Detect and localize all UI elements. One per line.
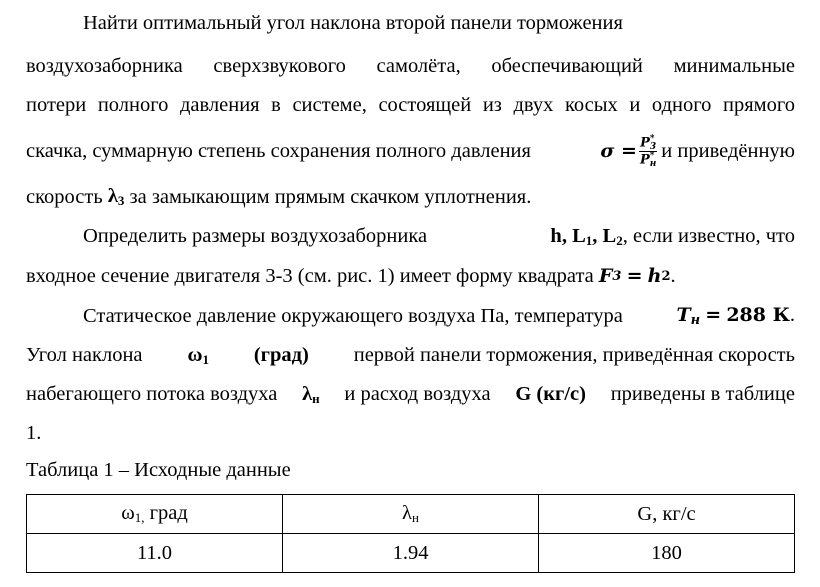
h-sup: 2 [661, 268, 671, 284]
eq: = [705, 304, 722, 326]
text-line [26, 125, 795, 177]
header-cell-omega: $\omega_{1,}$ град [27, 495, 283, 534]
text: Угол наклона [26, 344, 143, 366]
dims [550, 225, 795, 249]
text-line [26, 47, 795, 86]
eq: = [626, 265, 643, 287]
unit: (град) [253, 344, 309, 366]
lambda-sub: н [312, 390, 320, 406]
F-sub: 3 [612, 268, 622, 284]
sigma-formula [600, 135, 795, 168]
text-line [26, 217, 795, 256]
text: входное сечение двигателя 3-3 (см. рис. 1) имеет форму квадрата [26, 264, 594, 287]
table-caption: Таблица 1 – Исходные данные [26, 459, 291, 481]
text: за замыкающим прямым скачком уплотнения. [129, 185, 532, 208]
text: скорость [26, 185, 103, 208]
text: потери полного давления в системе, состоящей из двух косых и одного прямого [26, 94, 795, 116]
paragraph-dimensions [26, 217, 795, 296]
omega-symbol: ω [187, 343, 203, 366]
value-cell-g: 180 [539, 534, 795, 573]
frac-num: P [640, 135, 650, 150]
text: 1. [26, 422, 42, 444]
dims-h-l: h, L [550, 224, 586, 247]
text-line [26, 296, 795, 336]
frac-den: P [639, 152, 650, 167]
text: , если известно, что [622, 224, 795, 247]
text: набегающего потока воздуха [26, 383, 278, 405]
flow-label: G (кг/с) [515, 383, 586, 405]
text: Определить размеры воздухозаборника [83, 225, 428, 247]
text-line [26, 375, 795, 414]
text: и расход воздуха [344, 383, 491, 405]
text: воздухозаборника сверхзвукового самолёта, обеспечивающий минимальные [26, 55, 795, 77]
frac-num-sup: * [649, 133, 655, 144]
T-symbol: T [676, 304, 691, 326]
lambda-symbol: λ [107, 185, 118, 207]
text: Найти оптимальный угол наклона второй панели торможения [83, 12, 623, 34]
text-line [26, 414, 795, 453]
text-line [26, 0, 795, 47]
header-cell-lambda: $\lambda_н$ [283, 495, 539, 534]
text: скачка, суммарную степень сохранения полного давления [26, 139, 531, 162]
document-body [26, 0, 795, 453]
F-symbol: F [598, 265, 613, 287]
value-cell-lambda: 1.94 [283, 534, 539, 573]
lambda-symbol: λ [302, 382, 313, 405]
dims-l2: , L [592, 224, 617, 247]
text: Статическое давление окружающего воздуха Па, температура [83, 304, 623, 327]
lambda-sub: 3 [117, 193, 125, 208]
table-header-row [27, 495, 795, 534]
dims-sub2: 2 [616, 232, 623, 248]
paragraph-task [26, 0, 795, 217]
text-line [26, 177, 795, 217]
dims-sub1: 1 [585, 232, 593, 248]
text-line [26, 86, 795, 125]
omega-sub: 1 [202, 351, 209, 367]
text-line [26, 336, 795, 375]
text: . [670, 264, 676, 287]
text: и приведённую [661, 139, 795, 162]
header-cell-g: G, кг/с [539, 495, 795, 534]
source-data-table [26, 494, 795, 573]
text: первой панели торможения, приведённая скорость [353, 344, 795, 366]
frac-den-sup: * [649, 150, 655, 161]
paragraph-conditions [26, 296, 795, 453]
temperature [677, 304, 795, 328]
sigma-symbol: σ = [600, 140, 637, 162]
text: . [789, 304, 795, 326]
temperature-value: 288 К [726, 304, 790, 326]
pressure-fraction [639, 135, 657, 168]
h-symbol: h [647, 265, 662, 287]
text-line [26, 256, 795, 296]
value-cell-omega: 11.0 [27, 534, 283, 573]
text: приведены в таблице [610, 383, 795, 405]
frac-den-sub: н [649, 158, 657, 169]
T-sub: н [690, 313, 701, 328]
frac-num-sub: 3 [649, 141, 657, 152]
table-row [27, 534, 795, 573]
